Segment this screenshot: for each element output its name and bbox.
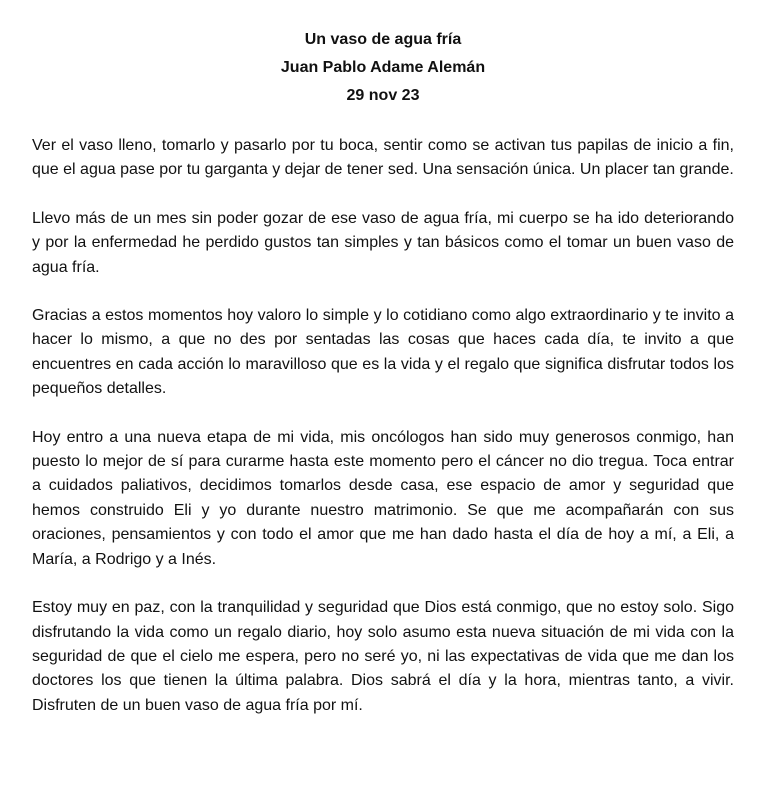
document-body — [32, 134, 734, 718]
paragraph: Gracias a estos momentos hoy valoro lo simple y lo cotidiano como algo extraordinario y te invito a hacer lo mismo, a que no des por sentadas las cosas que haces cada día, te invito a que encuentres en cada acción lo maravilloso que es la vida y el regalo que significa disfrutar todos los pequeños detalles. — [32, 307, 734, 398]
document-title: Un vaso de agua fría — [304, 31, 462, 48]
document-page — [32, 26, 734, 718]
paragraph: Llevo más de un mes sin poder gozar de ese vaso de agua fría, mi cuerpo se ha ido deteriorando y por la enfermedad he perdido gustos tan simples y tan básicos como el tomar un buen vaso de agua fría. — [32, 209, 734, 276]
paragraph: Estoy muy en paz, con la tranquilidad y seguridad que Dios está conmigo, que no estoy solo. Sigo disfrutando la vida como un regalo diario, hoy solo asumo esta nueva situación de mi vida con la seguridad de que el cielo me espera, pero no seré yo, ni las expectativas de vida que me dan los doctores los que tienen la última palabra. Dios sabrá el día y la hora, mientras tanto, a vivir. Disfruten de un buen vaso de agua fría por mí. — [32, 599, 734, 714]
paragraph: Ver el vaso lleno, tomarlo y pasarlo por tu boca, sentir como se activan tus papilas de inicio a fin, que el agua pase por tu garganta y dejar de tener sed. Una sensación única. Un placer tan grande. — [32, 137, 734, 179]
paragraph: Hoy entro a una nueva etapa de mi vida, mis oncólogos han sido muy generosos conmigo, han puesto lo mejor de sí para curarme hasta este momento pero el cáncer no dio tregua. Toca entrar a cuidados paliativos, decidimos tomarlos desde casa, ese espacio de amor y seguridad que hemos construido Eli y yo durante nuestro matrimonio. Se que me acompañarán con sus oraciones, pensamientos y con todo el amor que me han dado hasta el día de hoy a mí, a Eli, a María, a Rodrigo y a Inés. — [32, 428, 734, 568]
document-date: 29 nov 23 — [346, 87, 420, 104]
document-header — [32, 26, 734, 110]
document-author: Juan Pablo Adame Alemán — [280, 59, 486, 76]
